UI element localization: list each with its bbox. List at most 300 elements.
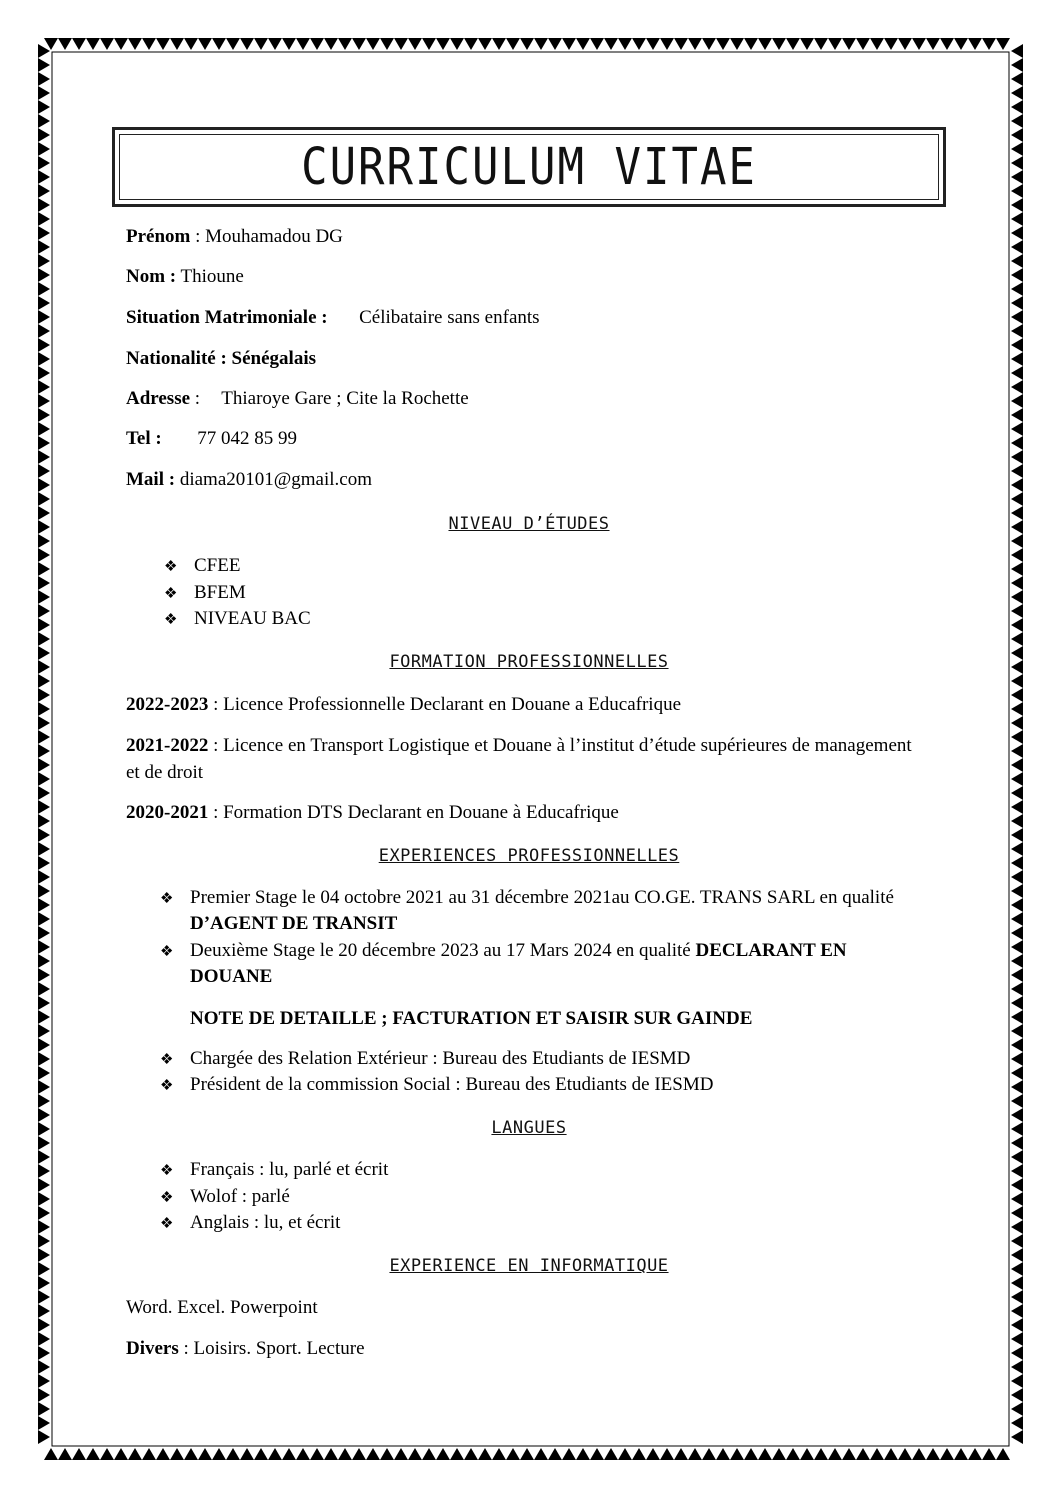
diamond-bullet-icon: ❖ <box>160 1052 174 1068</box>
border-triangle <box>940 1448 954 1460</box>
border-triangle <box>1011 58 1023 72</box>
border-triangle <box>982 38 996 50</box>
experience-text: Chargée des Relation Extérieur : Bureau des Etudiants de IESMD <box>190 1048 691 1069</box>
border-triangle <box>1011 954 1023 968</box>
border-triangle <box>240 38 254 50</box>
border-triangle <box>38 1290 50 1304</box>
border-triangle <box>38 632 50 646</box>
border-triangle <box>338 38 352 50</box>
border-triangle <box>352 1448 366 1460</box>
border-triangle <box>618 1448 632 1460</box>
situation-label: Situation Matrimoniale : <box>126 307 328 328</box>
border-triangle <box>38 982 50 996</box>
section-heading-etudes: NIVEAU D’ÉTUDES <box>448 514 610 534</box>
experience-text: Président de la commission Social : Bureau des Etudiants de IESMD <box>190 1074 714 1095</box>
border-triangle <box>38 1010 50 1024</box>
border-triangle <box>1011 226 1023 240</box>
border-triangle <box>86 38 100 50</box>
border-triangle <box>786 38 800 50</box>
border-triangle <box>1011 534 1023 548</box>
border-triangle <box>254 38 268 50</box>
border-triangle <box>1011 1024 1023 1038</box>
border-triangle <box>1011 814 1023 828</box>
experience-text: Premier Stage le 04 octobre 2021 au 31 décembre 2021au CO.GE. TRANS SARL en qualité <box>190 887 894 908</box>
diamond-bullet-icon: ❖ <box>160 1190 174 1206</box>
border-triangle <box>38 786 50 800</box>
border-triangle <box>38 338 50 352</box>
diamond-bullet-icon: ❖ <box>160 1216 174 1232</box>
border-triangle <box>38 1192 50 1206</box>
border-triangle <box>394 1448 408 1460</box>
border-triangle <box>618 38 632 50</box>
diamond-bullet-icon: ❖ <box>160 891 174 907</box>
border-triangle <box>212 1448 226 1460</box>
border-triangle <box>772 38 786 50</box>
border-triangle <box>1011 184 1023 198</box>
border-triangle <box>940 38 954 50</box>
border-triangle <box>38 1038 50 1052</box>
diamond-bullet-icon: ❖ <box>160 1163 174 1179</box>
border-triangle <box>1011 744 1023 758</box>
border-triangle <box>38 1374 50 1388</box>
border-triangle <box>212 38 226 50</box>
border-triangle <box>38 212 50 226</box>
border-triangle <box>1011 800 1023 814</box>
border-triangle <box>534 1448 548 1460</box>
border-triangle <box>926 38 940 50</box>
border-triangle <box>38 1360 50 1374</box>
border-triangle <box>590 1448 604 1460</box>
border-triangle <box>828 1448 842 1460</box>
border-triangle <box>338 1448 352 1460</box>
border-triangle <box>954 38 968 50</box>
border-triangle <box>758 38 772 50</box>
diamond-bullet-icon: ❖ <box>160 944 174 960</box>
diamond-bullet-icon: ❖ <box>164 612 178 628</box>
border-triangle <box>38 772 50 786</box>
border-triangle <box>1011 436 1023 450</box>
border-triangle <box>38 394 50 408</box>
border-triangle <box>100 38 114 50</box>
border-triangle <box>38 1150 50 1164</box>
experience-role: D’AGENT DE TRANSIT <box>190 913 398 934</box>
border-triangle <box>38 100 50 114</box>
langue-label: Français : lu, parlé et écrit <box>190 1159 389 1180</box>
border-triangle <box>1011 1220 1023 1234</box>
border-triangle <box>38 58 50 72</box>
border-triangle <box>38 86 50 100</box>
border-triangle <box>1011 548 1023 562</box>
etudes-item-label: BFEM <box>194 582 246 603</box>
border-triangle <box>38 72 50 86</box>
mail-row <box>126 469 372 491</box>
border-triangle <box>1011 968 1023 982</box>
border-triangle <box>38 142 50 156</box>
formation-text: : Formation DTS Declarant en Douane à Educafrique <box>208 802 619 823</box>
border-triangle <box>198 38 212 50</box>
border-triangle <box>38 758 50 772</box>
border-triangle <box>38 534 50 548</box>
border-triangle <box>1011 142 1023 156</box>
border-triangle <box>1011 1038 1023 1052</box>
adresse-row <box>126 388 469 410</box>
border-triangle <box>38 170 50 184</box>
border-triangle <box>296 38 310 50</box>
border-triangle <box>38 1220 50 1234</box>
tel-value: 77 042 85 99 <box>197 428 297 449</box>
prenom-label: Prénom <box>126 226 191 247</box>
formation-entry-1 <box>126 691 926 718</box>
border-triangle <box>38 296 50 310</box>
border-triangle <box>1011 1304 1023 1318</box>
border-triangle <box>38 716 50 730</box>
border-triangle <box>982 1448 996 1460</box>
border-triangle <box>38 198 50 212</box>
formation-text: : Licence Professionnelle Declarant en Douane a Educafrique <box>208 694 681 715</box>
experience-note: NOTE DE DETAILLE ; FACTURATION ET SAISIR SUR GAINDE <box>190 1008 753 1029</box>
border-triangle <box>688 1448 702 1460</box>
border-triangle <box>38 884 50 898</box>
border-triangle <box>184 1448 198 1460</box>
border-triangle <box>38 436 50 450</box>
border-triangle <box>38 618 50 632</box>
border-triangle <box>1011 898 1023 912</box>
border-triangle <box>38 1234 50 1248</box>
tel-label: Tel : <box>126 428 162 449</box>
border-triangle <box>38 44 50 58</box>
border-triangle <box>1011 604 1023 618</box>
border-triangle <box>1011 492 1023 506</box>
border-triangle <box>478 1448 492 1460</box>
border-triangle <box>1011 1290 1023 1304</box>
border-triangle <box>646 38 660 50</box>
border-triangle <box>464 1448 478 1460</box>
border-triangle <box>38 870 50 884</box>
border-triangle <box>38 1206 50 1220</box>
border-triangle <box>156 38 170 50</box>
border-triangle <box>38 562 50 576</box>
border-triangle <box>184 38 198 50</box>
border-triangle <box>1011 996 1023 1010</box>
border-triangle <box>1011 380 1023 394</box>
border-triangle <box>226 38 240 50</box>
border-triangle <box>1011 688 1023 702</box>
border-triangle <box>1011 1052 1023 1066</box>
border-triangle <box>996 38 1010 50</box>
border-triangle <box>38 184 50 198</box>
nationalite-row <box>126 348 316 370</box>
border-triangle <box>38 940 50 954</box>
divers-value: : Loisirs. Sport. Lecture <box>178 1338 365 1359</box>
border-triangle <box>912 1448 926 1460</box>
informatique-value: Word. Excel. Powerpoint <box>126 1297 318 1318</box>
border-triangle <box>1011 912 1023 926</box>
border-triangle <box>800 38 814 50</box>
border-triangle <box>38 576 50 590</box>
divers-row <box>126 1338 365 1360</box>
border-triangle <box>1011 1164 1023 1178</box>
border-triangle <box>114 38 128 50</box>
border-triangle <box>1011 44 1023 58</box>
border-triangle <box>44 1448 58 1460</box>
border-triangle <box>156 1448 170 1460</box>
situation-value: Célibataire sans enfants <box>359 307 540 328</box>
diamond-bullet-icon: ❖ <box>164 559 178 575</box>
border-triangle <box>38 1066 50 1080</box>
border-triangle <box>856 1448 870 1460</box>
mail-label: Mail : <box>126 469 176 490</box>
border-triangle <box>394 38 408 50</box>
border-triangle <box>366 1448 380 1460</box>
border-triangle <box>1011 198 1023 212</box>
border-triangle <box>772 1448 786 1460</box>
prenom-value: Mouhamadou DG <box>205 226 343 247</box>
border-triangle <box>1011 1402 1023 1416</box>
border-triangle <box>38 1164 50 1178</box>
border-triangle <box>38 310 50 324</box>
border-triangle <box>1011 1388 1023 1402</box>
border-triangle <box>884 38 898 50</box>
border-triangle <box>1011 338 1023 352</box>
formation-years: 2020-2021 <box>126 802 209 823</box>
border-triangle <box>674 1448 688 1460</box>
border-triangle <box>730 1448 744 1460</box>
border-triangle <box>38 1052 50 1066</box>
border-triangle <box>1011 394 1023 408</box>
border-triangle <box>38 1332 50 1346</box>
border-triangle <box>38 464 50 478</box>
border-triangle <box>38 688 50 702</box>
border-triangle <box>506 1448 520 1460</box>
border-triangle <box>1011 1430 1023 1444</box>
border-triangle <box>1011 1318 1023 1332</box>
border-triangle <box>38 912 50 926</box>
border-triangle <box>1011 310 1023 324</box>
border-triangle <box>1011 1360 1023 1374</box>
border-triangle <box>422 38 436 50</box>
border-triangle <box>38 744 50 758</box>
border-triangle <box>366 38 380 50</box>
etudes-item-label: CFEE <box>194 555 241 576</box>
border-triangle <box>730 38 744 50</box>
border-triangle <box>576 1448 590 1460</box>
border-triangle <box>38 366 50 380</box>
border-triangle <box>1011 982 1023 996</box>
border-triangle <box>814 38 828 50</box>
border-triangle <box>1011 254 1023 268</box>
adresse-value: Thiaroye Gare ; Cite la Rochette <box>221 388 469 409</box>
border-triangle <box>436 38 450 50</box>
border-triangle <box>1011 1066 1023 1080</box>
border-triangle <box>38 226 50 240</box>
border-triangle <box>38 1304 50 1318</box>
border-triangle <box>1011 1192 1023 1206</box>
border-triangle <box>856 38 870 50</box>
prenom-sep: : <box>190 226 206 247</box>
border-triangle <box>38 590 50 604</box>
border-triangle <box>968 1448 982 1460</box>
border-triangle <box>38 926 50 940</box>
diamond-bullet-icon: ❖ <box>164 586 178 602</box>
border-triangle <box>1011 716 1023 730</box>
nationalite-label: Nationalité : Sénégalais <box>126 348 316 369</box>
border-triangle <box>38 352 50 366</box>
border-triangle <box>1011 282 1023 296</box>
border-triangle <box>100 1448 114 1460</box>
border-triangle <box>38 240 50 254</box>
border-triangle <box>814 1448 828 1460</box>
border-triangle <box>1011 324 1023 338</box>
diamond-bullet-icon: ❖ <box>160 1078 174 1094</box>
border-triangle <box>800 1448 814 1460</box>
border-triangle <box>38 604 50 618</box>
border-triangle <box>422 1448 436 1460</box>
border-triangle <box>38 996 50 1010</box>
border-triangle <box>352 38 366 50</box>
border-triangle <box>1011 212 1023 226</box>
border-triangle <box>38 128 50 142</box>
border-triangle <box>38 898 50 912</box>
mail-value: diama20101@gmail.com <box>175 469 372 490</box>
border-triangle <box>1011 450 1023 464</box>
border-triangle <box>142 38 156 50</box>
border-triangle <box>38 1024 50 1038</box>
border-triangle <box>492 38 506 50</box>
border-triangle <box>1011 100 1023 114</box>
border-triangle <box>1011 114 1023 128</box>
border-triangle <box>926 1448 940 1460</box>
border-triangle <box>38 114 50 128</box>
border-triangle <box>1011 786 1023 800</box>
border-triangle <box>632 1448 646 1460</box>
border-triangle <box>408 38 422 50</box>
border-triangle <box>380 38 394 50</box>
border-triangle <box>1011 1346 1023 1360</box>
border-triangle <box>1011 926 1023 940</box>
section-heading-experiences: EXPERIENCES PROFESSIONNELLES <box>378 846 680 866</box>
border-triangle <box>310 38 324 50</box>
formation-years: 2022-2023 <box>126 694 209 715</box>
border-triangle <box>1011 1332 1023 1346</box>
border-triangle <box>1011 128 1023 142</box>
border-triangle <box>114 1448 128 1460</box>
border-triangle <box>1011 1416 1023 1430</box>
border-triangle <box>646 1448 660 1460</box>
border-triangle <box>702 38 716 50</box>
border-triangle <box>1011 72 1023 86</box>
border-triangle <box>436 1448 450 1460</box>
border-triangle <box>44 38 58 50</box>
border-triangle <box>38 1416 50 1430</box>
border-triangle <box>954 1448 968 1460</box>
divers-label: Divers <box>126 1338 179 1359</box>
border-triangle <box>744 1448 758 1460</box>
border-triangle <box>1011 170 1023 184</box>
prenom-row <box>126 226 343 248</box>
border-triangle <box>1011 1150 1023 1164</box>
border-triangle <box>282 1448 296 1460</box>
formation-text: : Licence en Transport Logistique et Douane à l’institut d’étude supérieures de management et de droit <box>126 735 912 783</box>
border-triangle <box>758 1448 772 1460</box>
border-triangle <box>38 380 50 394</box>
border-triangle <box>282 38 296 50</box>
border-triangle <box>254 1448 268 1460</box>
border-triangle <box>324 38 338 50</box>
border-triangle <box>38 1402 50 1416</box>
border-triangle <box>450 1448 464 1460</box>
situation-row <box>126 307 540 329</box>
border-triangle <box>38 324 50 338</box>
border-triangle <box>870 38 884 50</box>
border-triangle <box>268 38 282 50</box>
border-triangle <box>1011 1206 1023 1220</box>
experience-text: Deuxième Stage le 20 décembre 2023 au 17 Mars 2024 en qualité <box>190 940 696 961</box>
border-triangle <box>38 954 50 968</box>
border-triangle <box>38 492 50 506</box>
border-triangle <box>128 1448 142 1460</box>
nom-row <box>126 266 244 288</box>
border-triangle <box>1011 352 1023 366</box>
border-triangle <box>1011 156 1023 170</box>
border-triangle <box>1011 408 1023 422</box>
border-triangle <box>1011 674 1023 688</box>
tel-row <box>126 428 297 450</box>
border-triangle <box>38 1276 50 1290</box>
border-triangle <box>38 1318 50 1332</box>
border-triangle <box>1011 1010 1023 1024</box>
border-triangle <box>1011 940 1023 954</box>
border-triangle <box>1011 618 1023 632</box>
nom-value: Thioune <box>176 266 244 287</box>
border-triangle <box>38 968 50 982</box>
section-heading-formation: FORMATION PROFESSIONNELLES <box>389 652 669 672</box>
border-triangle <box>1011 772 1023 786</box>
border-triangle <box>1011 422 1023 436</box>
border-triangle <box>464 38 478 50</box>
border-triangle <box>38 1346 50 1360</box>
border-triangle <box>898 38 912 50</box>
border-triangle <box>1011 1136 1023 1150</box>
border-triangle <box>170 1448 184 1460</box>
border-triangle <box>170 38 184 50</box>
border-triangle <box>38 478 50 492</box>
border-triangle <box>534 38 548 50</box>
border-triangle <box>142 1448 156 1460</box>
formation-entry-2 <box>126 732 926 786</box>
border-triangle <box>1011 562 1023 576</box>
border-triangle <box>38 730 50 744</box>
border-triangle <box>842 38 856 50</box>
border-triangle <box>548 1448 562 1460</box>
formation-entry-3 <box>126 799 926 826</box>
border-triangle <box>1011 1374 1023 1388</box>
border-triangle <box>1011 86 1023 100</box>
title-box <box>112 127 946 207</box>
border-triangle <box>1011 576 1023 590</box>
langue-label: Anglais : lu, et écrit <box>190 1212 341 1233</box>
border-triangle <box>660 1448 674 1460</box>
border-triangle <box>198 1448 212 1460</box>
border-triangle <box>744 38 758 50</box>
border-triangle <box>38 1136 50 1150</box>
border-triangle <box>38 674 50 688</box>
border-triangle <box>380 1448 394 1460</box>
border-triangle <box>1011 1234 1023 1248</box>
border-triangle <box>1011 240 1023 254</box>
border-triangle <box>324 1448 338 1460</box>
border-triangle <box>38 702 50 716</box>
border-triangle <box>1011 366 1023 380</box>
